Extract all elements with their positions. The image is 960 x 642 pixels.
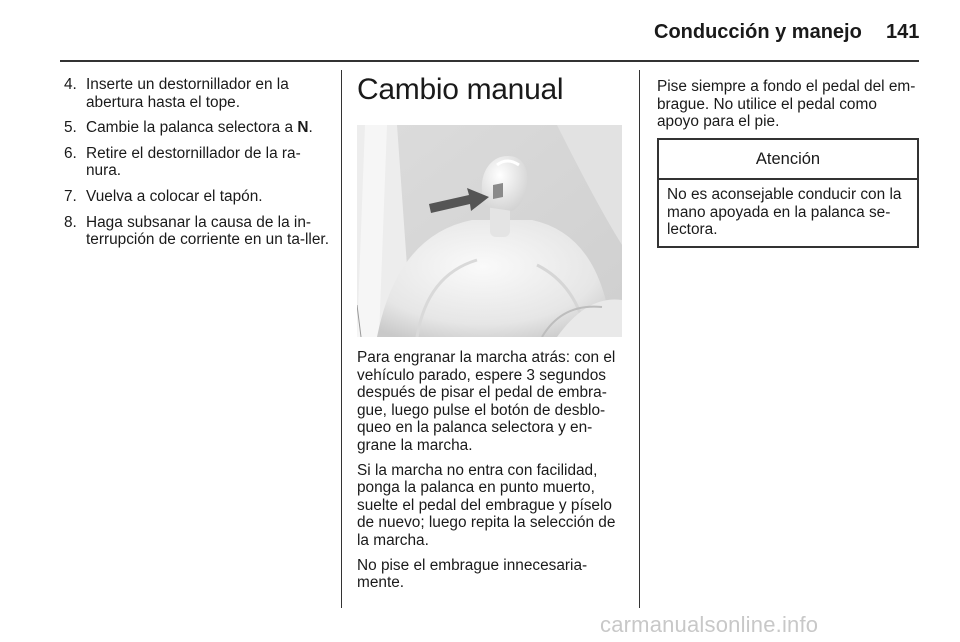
left-column xyxy=(64,76,334,257)
middle-column xyxy=(357,349,625,599)
step-number: 4. xyxy=(64,76,77,93)
running-title: Conducción y manejo xyxy=(654,21,862,43)
notice-heading: Atención xyxy=(659,140,917,180)
step-text-before: Cambie la palanca selectora a xyxy=(86,119,298,137)
section-title: Cambio manual xyxy=(357,73,564,106)
step-number: 8. xyxy=(64,213,77,231)
step-item xyxy=(64,188,334,206)
step-text: Inserte un destornillador en la abertura hasta el tope. xyxy=(86,76,289,111)
notice-box xyxy=(657,138,919,248)
right-column xyxy=(657,78,919,138)
watermark: carmanualsonline.info xyxy=(600,612,819,637)
column-divider-left xyxy=(341,70,342,608)
step-number: 5. xyxy=(64,119,77,137)
step-text-after: . xyxy=(308,119,313,137)
paragraph: Para engranar la marcha atrás: con el vehículo parado, espere 3 segundos después de pisar el pedal de embra-gue, luego pulse el botón de desblo-queo en la palanca selectora y en-grane la marcha. xyxy=(357,349,616,454)
step-text: Haga subsanar la causa de la in-terrupción de corriente en un ta-ller. xyxy=(86,213,329,249)
gear-position-label: N xyxy=(297,119,309,137)
step-text xyxy=(86,119,334,137)
step-number: 7. xyxy=(64,187,77,205)
step-item xyxy=(64,76,334,111)
step-item xyxy=(64,214,334,249)
paragraph: Pise siempre a fondo el pedal del em-brague. No utilice el pedal como apoyo para el pie. xyxy=(657,78,916,131)
notice-body: No es aconsejable conducir con la mano apoyada en la palanca se-lectora. xyxy=(667,186,902,239)
step-text: Vuelva a colocar el tapón. xyxy=(86,187,263,205)
header-rule xyxy=(60,60,919,62)
gear-lever-drawing xyxy=(357,125,622,337)
step-number: 6. xyxy=(64,144,77,162)
column-divider-right xyxy=(639,70,640,608)
page-number: 141 xyxy=(886,21,920,43)
step-item xyxy=(64,119,334,137)
gear-lever-illustration xyxy=(357,125,622,337)
paragraph: Si la marcha no entra con facilidad, ponga la palanca en punto muerto, suelte el pedal del embrague y píselo de nuevo; luego repita la selección de la marcha. xyxy=(357,461,616,549)
step-item xyxy=(64,145,334,180)
paragraph: No pise el embrague innecesaria-mente. xyxy=(357,556,588,592)
step-text: Retire el destornillador de la ra-nura. xyxy=(86,144,301,180)
